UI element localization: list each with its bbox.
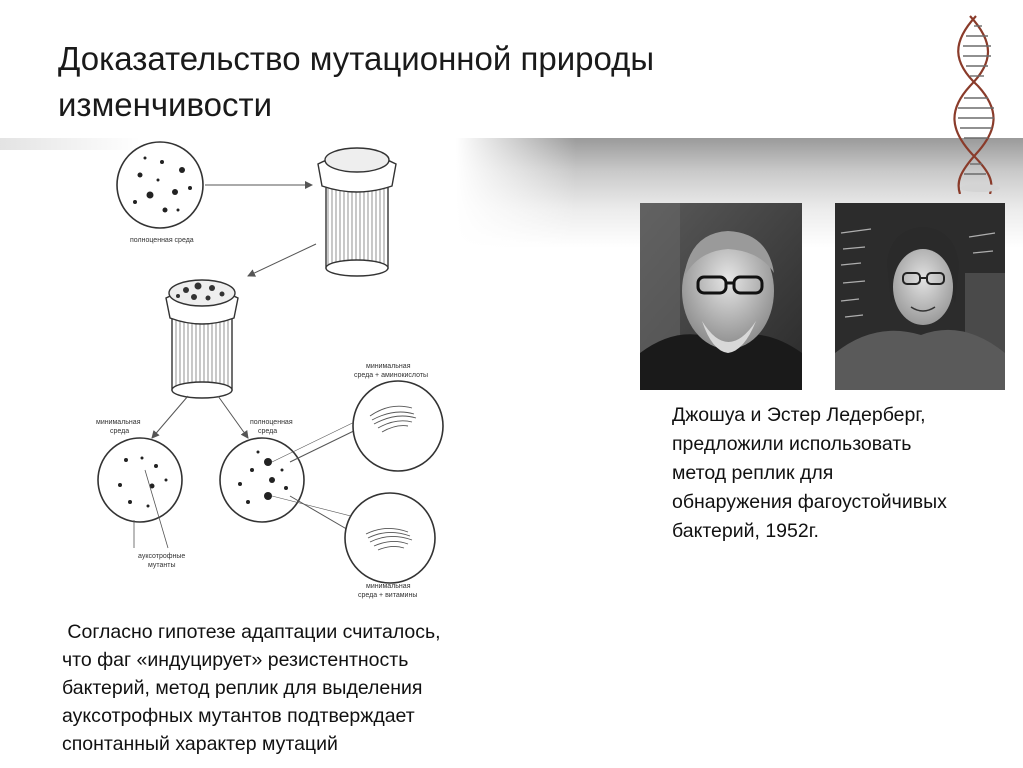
caption-line: метод реплик для	[672, 462, 834, 484]
label-min-amino-2: среда + аминокислоты	[354, 372, 429, 379]
petri-dish-minimal-vitamins	[345, 493, 435, 583]
label-min-amino-1: минимальная	[366, 363, 411, 370]
label-min-left-1: минимальная	[96, 419, 141, 426]
petri-dish-minimal-medium	[98, 438, 182, 522]
petri-dish-minimal-amino-acids	[353, 381, 443, 471]
label-min-vit-1: минимальная	[366, 583, 411, 590]
photo-joshua-lederberg	[640, 203, 802, 390]
caption-line: Джошуа и Эстер Ледерберг,	[672, 404, 926, 426]
explanation-line: что фаг «индуцирует» резистентность	[62, 649, 409, 671]
explanation-line: спонтанный характер мутаций	[62, 733, 338, 755]
slide-title: Доказательство мутационной природы изменчивости	[58, 40, 655, 123]
caption-line: обнаружения фагоустойчивых	[672, 491, 947, 513]
replica-plating-diagram	[90, 140, 470, 600]
decorative-band-fade	[456, 138, 576, 248]
dna-helix-icon	[950, 12, 1014, 194]
label-full-medium: полноценная среда	[130, 237, 194, 244]
velvet-stamp-cylinder-top	[318, 148, 396, 276]
label-min-left-2: среда	[110, 428, 130, 435]
bottom-explanation	[62, 618, 532, 758]
label-full-mid-1: полноценная	[250, 419, 293, 426]
velvet-stamp-cylinder-middle	[166, 280, 238, 398]
caption-line: предложили использовать	[672, 433, 912, 455]
explanation-line: бактерий, метод реплик для выделения	[62, 677, 423, 699]
label-full-mid-2: среда	[258, 428, 278, 435]
petri-dish-full-medium-replica	[220, 438, 304, 522]
label-aux-1: ауксотрофные	[138, 553, 186, 560]
caption-line: бактерий, 1952г.	[672, 520, 819, 542]
photo-esther-lederberg	[835, 203, 1005, 390]
photo-caption	[672, 401, 1012, 546]
petri-dish-full-medium	[117, 142, 203, 228]
explanation-line: ауксотрофных мутантов подтверждает	[62, 705, 415, 727]
label-min-vit-2: среда + витамины	[358, 592, 418, 599]
label-aux-2: мутанты	[148, 562, 176, 569]
explanation-line: Согласно гипотезе адаптации считалось,	[62, 621, 441, 643]
